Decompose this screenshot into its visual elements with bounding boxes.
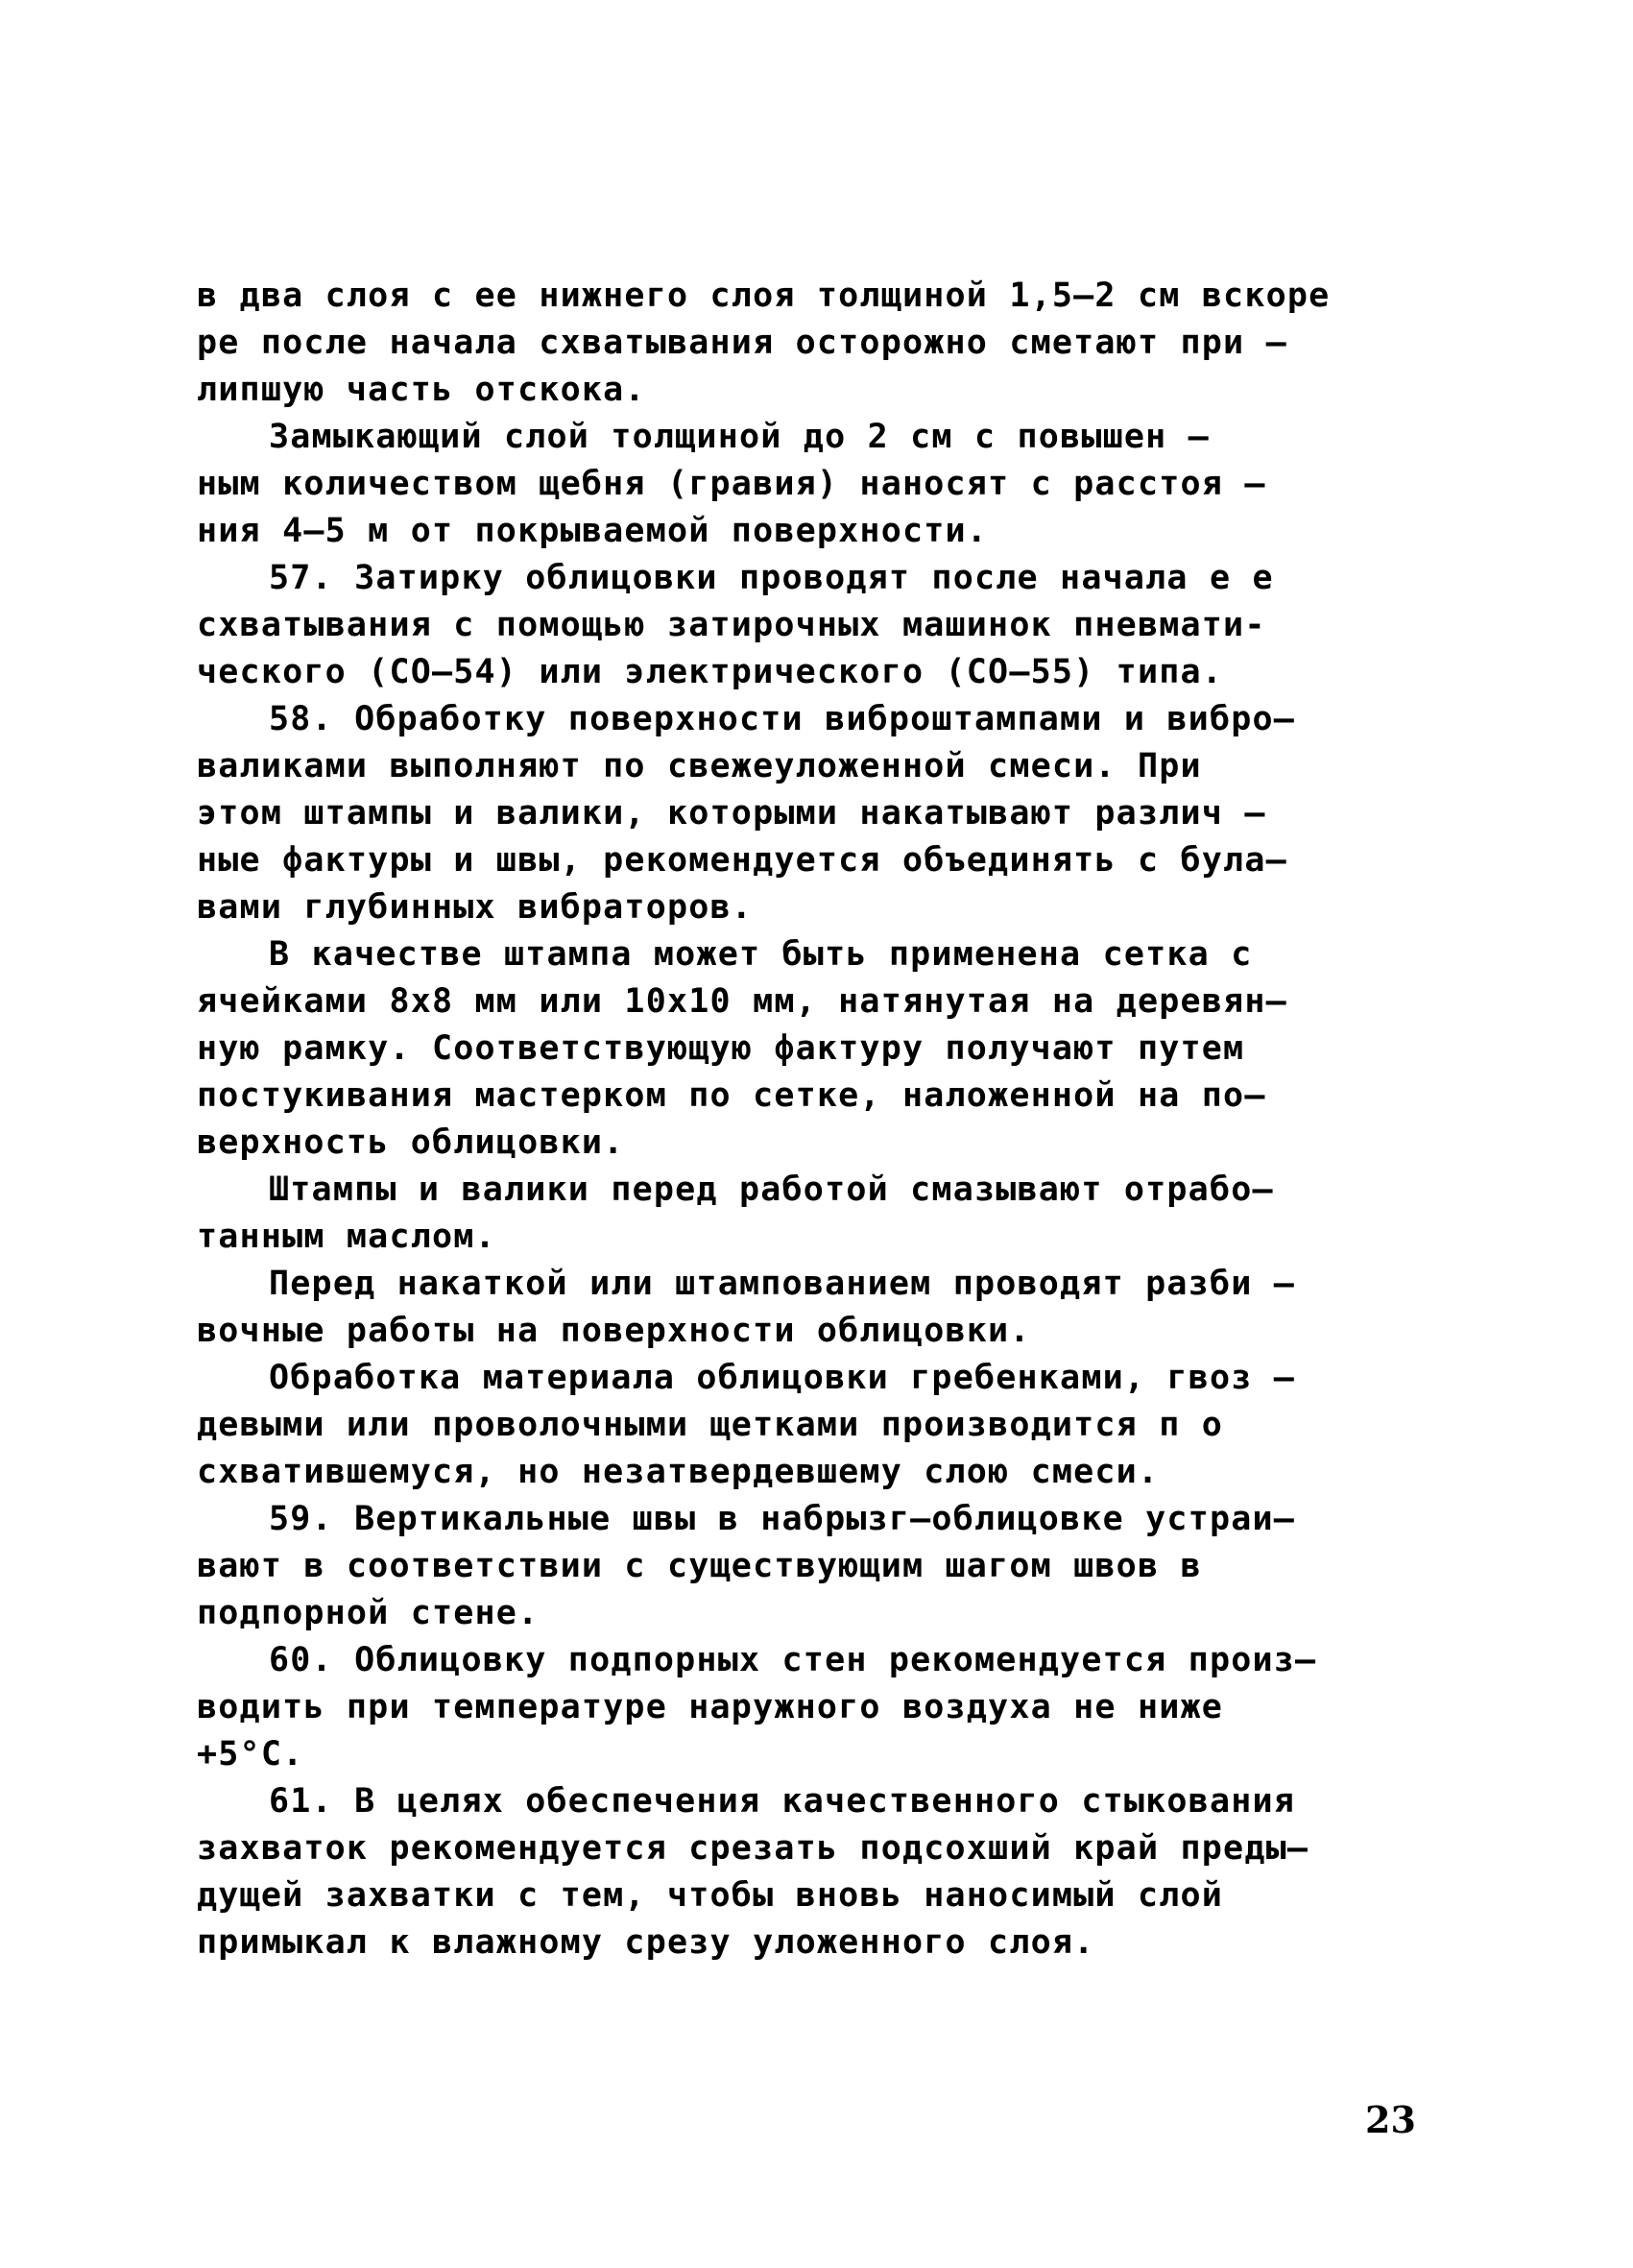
text-line: этом штампы и валики, которыми накатывают различ –: [197, 794, 1266, 832]
text-line: в два слоя с ее нижнего слоя толщиной 1,5–2 см вскоре: [197, 277, 1331, 315]
paragraph-first-line: Штампы и валики перед работой смазывают отрабо–: [269, 1170, 1274, 1209]
paragraph-first-line: Обработка материала облицовки гребенками, гвоз –: [269, 1359, 1296, 1397]
paragraph-first-line: Замыкающий слой толщиной до 2 см с повышен –: [269, 418, 1210, 456]
text-line: девыми или проволочными щетками производится п о: [197, 1406, 1224, 1444]
text-line: ре после начала схватывания осторожно сметают при –: [197, 324, 1287, 362]
text-line: ные фактуры и швы, рекомендуется объединять с була–: [197, 841, 1287, 880]
paragraph-first-line: В качестве штампа может быть применена сетка с: [269, 935, 1253, 974]
text-line: верхность облицовки.: [197, 1123, 625, 1162]
paragraph-first-line: 60. Облицовку подпорных стен рекомендуется произ–: [269, 1641, 1317, 1679]
text-line: вочные работы на поверхности облицовки.: [197, 1312, 1031, 1350]
text-line: ческого (СО–54) или электрического (СО–55) типа.: [197, 653, 1224, 691]
text-line: вают в соответствии с существующим шагом швов в: [197, 1547, 1202, 1585]
text-line: +5°С.: [197, 1735, 304, 1773]
text-line: ячейками 8x8 мм или 10x10 мм, натянутая на деревян–: [197, 982, 1287, 1021]
text-line: липшую часть отскока.: [197, 371, 646, 409]
text-line: схватившемуся, но незатвердевшему слою смеси.: [197, 1453, 1160, 1491]
text-line: ния 4–5 м от покрываемой поверхности.: [197, 512, 989, 550]
text-line: дущей захватки с тем, чтобы вновь наносимый слой: [197, 1876, 1224, 1915]
text-line: танным маслом.: [197, 1218, 496, 1256]
text-line: захваток рекомендуется срезать подсохший край преды–: [197, 1829, 1309, 1868]
text-line: ную рамку. Соответствующую фактуру получают путем: [197, 1029, 1245, 1068]
text-line: ным количеством щебня (гравия) наносят с расстоя –: [197, 465, 1266, 503]
text-line: схватывания с помощью затирочных машинок пневмати-: [197, 606, 1266, 644]
text-line: подпорной стене.: [197, 1594, 540, 1632]
paragraph-first-line: 61. В целях обеспечения качественного стыкования: [269, 1782, 1296, 1821]
text-line: примыкал к влажному срезу уложенного слоя.: [197, 1923, 1095, 1962]
paragraph-first-line: Перед накаткой или штампованием проводят разби –: [269, 1265, 1296, 1303]
text-line: вами глубинных вибраторов.: [197, 888, 754, 927]
page-number: 23: [1365, 2098, 1416, 2141]
paragraph-first-line: 57. Затирку облицовки проводят после начала е е: [269, 559, 1274, 597]
paragraph-first-line: 59. Вертикальные швы в набрызг–облицовке устраи–: [269, 1500, 1296, 1538]
text-line: постукивания мастерком по сетке, наложенной на по–: [197, 1076, 1266, 1115]
text-line: водить при температуре наружного воздуха не ниже: [197, 1688, 1224, 1726]
body-text: [197, 273, 1421, 1966]
paragraph-first-line: 58. Обработку поверхности виброштампами и вибро–: [269, 700, 1296, 738]
text-line: валиками выполняют по свежеуложенной смеси. При: [197, 747, 1202, 785]
